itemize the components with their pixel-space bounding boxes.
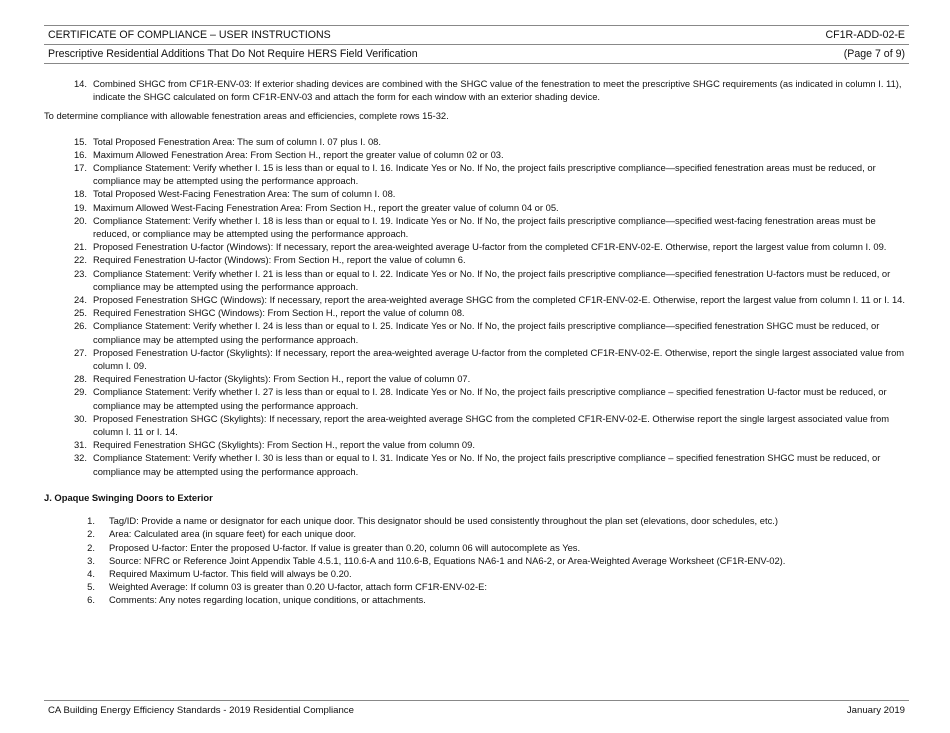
item-text: Weighted Average: If column 03 is greater than 0.20 U-factor, attach form CF1R-ENV-02-E: [109, 581, 487, 593]
item-text: Compliance Statement: Verify whether I. 24 is less than or equal to I. 25. Indicate Yes or No. If No, the project fails prescriptive compliance—specified fenestration SHGC must be reduced, or compliance may be attempted using the performance approach. [93, 320, 880, 345]
footer-date: January 2019 [846, 705, 905, 716]
item-text: Compliance Statement: Verify whether I. 30 is less than or equal to I. 31. Indicate Yes or No. If No, the project fails prescriptive compliance – specified fenestration SHGC must be reduced, or compliance may be attempted using the performance approach. [93, 452, 881, 477]
list-item [44, 148, 910, 161]
header-row-subtitle [44, 44, 909, 64]
section-j-heading: J. Opaque Swinging Doors to Exterior [44, 491, 213, 503]
item-text: Required Fenestration SHGC (Skylights): From Section H., report the value from column 09. [93, 439, 475, 451]
list-item [44, 346, 910, 372]
list-item [44, 580, 910, 593]
item-number: 2. [87, 541, 95, 553]
item-text: Compliance Statement: Verify whether I. 15 is less than or equal to I. 16. Indicate Yes or No. If No, the project fails prescriptive compliance—specified fenestration areas must be reduced, or compliance may be attempted using the performance approach. [93, 162, 876, 187]
list-item [44, 319, 910, 345]
list-item [44, 187, 910, 200]
item-number: 30. [73, 412, 87, 424]
rows-intro: To determine compliance with allowable fenestration areas and efficiencies, complete rows 15-32. [44, 110, 449, 122]
item-number: 20. [73, 214, 87, 226]
item-number: 31. [73, 439, 87, 451]
item-number: 32. [73, 452, 87, 464]
list-item [44, 293, 910, 306]
list-item [44, 554, 910, 567]
item-number: 2. [87, 528, 95, 540]
item-text: Total Proposed Fenestration Area: The sum of column I. 07 plus I. 08. [93, 135, 382, 147]
item-number: 17. [73, 162, 87, 174]
item-number: 22. [73, 254, 87, 266]
list-item [44, 240, 910, 253]
form-id: CF1R-ADD-02-E [825, 29, 905, 41]
item-number: 3. [87, 554, 95, 566]
list-item [44, 514, 910, 527]
item-number: 5. [87, 581, 95, 593]
item-number: 1. [87, 515, 95, 527]
item-text: Proposed Fenestration SHGC (Skylights): If necessary, report the area-weighted average SHGC from the completed CF1R-ENV-02-E. Otherwise report the single largest associated value from column I. 11 or I. 14. [93, 412, 890, 438]
list-item [44, 214, 910, 240]
item-number: 6. [87, 594, 95, 606]
item-number: 19. [73, 201, 87, 213]
item-text: Compliance Statement: Verify whether I. 27 is less than or equal to I. 28. Indicate Yes or No. If No, the project fails prescriptive compliance – specified fenestration U-factor must be reduced, or compliance may be attempted using the performance approach. [93, 386, 887, 411]
list-item [44, 253, 910, 266]
page-header [44, 25, 909, 64]
item-text: Maximum Allowed West-Facing Fenestration Area: From Section H., report the greater value of column 04 or 05. [93, 201, 559, 213]
list-item [44, 541, 910, 554]
list-item [44, 385, 910, 411]
form-subtitle: Prescriptive Residential Additions That Do Not Require HERS Field Verification [48, 48, 418, 60]
item-text: Comments: Any notes regarding location, unique conditions, or attachments. [109, 594, 426, 606]
item-number: 25. [73, 307, 87, 319]
item-number: 24. [73, 294, 87, 306]
item-text: Combined SHGC from CF1R-ENV-03: If exterior shading devices are combined with the SHGC value of the fenestration to meet the prescriptive SHGC requirements (as indicated in column I. 11), indicate the SHGC calculated on form CF1R-ENV-03 and attach the form for each window with an exterior shading device. [93, 78, 902, 103]
list-item [44, 372, 910, 385]
footer-standards: CA Building Energy Efficiency Standards - 2019 Residential Compliance [48, 705, 354, 716]
list-item [44, 527, 910, 540]
fenestration-items-list [44, 135, 910, 478]
instructions-body [44, 77, 910, 607]
item-number: 28. [73, 373, 87, 385]
item-text: Required Fenestration U-factor (Skylights): From Section H., report the value of column 07. [93, 373, 471, 385]
list-item [44, 267, 910, 293]
list-item [44, 77, 910, 103]
item-text: Proposed Fenestration SHGC (Windows): If necessary, report the area-weighted average SHGC from the completed CF1R-ENV-02-E. Otherwise, report the largest value from column I. 11 or I. 14. [93, 294, 905, 306]
door-items-list [44, 514, 910, 606]
item-number: 21. [73, 241, 87, 253]
list-item [44, 451, 910, 477]
item-text: Area: Calculated area (in square feet) for each unique door. [109, 528, 357, 540]
item-number: 15. [73, 135, 87, 147]
list-item [44, 412, 910, 438]
item-text: Source: NFRC or Reference Joint Appendix Table 4.5.1, 110.6-A and 110.6-B, Equations NA6-1 and NA6-2, or Area-Weighted Average Worksheet (CF1R-ENV-02). [109, 554, 786, 566]
item-number: 16. [73, 148, 87, 160]
list-item [44, 161, 910, 187]
form-title: CERTIFICATE OF COMPLIANCE – USER INSTRUCTIONS [48, 29, 331, 41]
item-text: Proposed Fenestration U-factor (Skylights): If necessary, report the area-weighted average U-factor from the completed CF1R-ENV-02-E. Otherwise, report the single largest associated value from column I. 09. [93, 346, 905, 372]
item-text: Required Fenestration SHGC (Windows): From Section H., report the value of column 08. [93, 307, 465, 319]
item-number: 27. [73, 346, 87, 358]
page-number: (Page 7 of 9) [843, 48, 905, 60]
item-14-list [44, 77, 910, 103]
list-item [44, 438, 910, 451]
item-text: Proposed Fenestration U-factor (Windows): If necessary, report the area-weighted average U-factor from the completed CF1R-ENV-02-E. Otherwise, report the largest value from column I. 09. [93, 241, 887, 253]
item-number: 29. [73, 386, 87, 398]
page-footer [44, 700, 909, 716]
item-text: Maximum Allowed Fenestration Area: From Section H., report the greater value of column 02 or 03. [93, 148, 504, 160]
item-text: Total Proposed West-Facing Fenestration Area: The sum of column I. 08. [93, 188, 396, 200]
list-item [44, 201, 910, 214]
item-number: 23. [73, 267, 87, 279]
item-text: Tag/ID: Provide a name or designator for each unique door. This designator should be used consistently throughout the plan set (elevations, door schedules, etc.) [109, 515, 778, 527]
list-item [44, 567, 910, 580]
item-number: 18. [73, 188, 87, 200]
item-text: Required Fenestration U-factor (Windows): From Section H., report the value of column 6. [93, 254, 466, 266]
item-text: Compliance Statement: Verify whether I. 18 is less than or equal to I. 19. Indicate Yes or No. If No, the project fails prescriptive compliance—specified west-facing fenestration areas must be reduced, or compliance may be attempted using the performance approach. [93, 214, 876, 240]
item-number: 4. [87, 567, 95, 579]
header-row-title [44, 25, 909, 44]
item-text: Compliance Statement: Verify whether I. 21 is less than or equal to I. 22. Indicate Yes or No. If No, the project fails prescriptive compliance—specified fenestration U-factors must be reduced, or compliance may be attempted using the performance approach. [93, 267, 891, 292]
list-item [44, 135, 910, 148]
item-number: 14. [73, 78, 87, 89]
item-text: Required Maximum U-factor. This field will always be 0.20. [109, 567, 352, 579]
item-text: Proposed U-factor: Enter the proposed U-factor. If value is greater than 0.20, column 06 will autocomplete as Yes. [109, 541, 581, 553]
item-number: 26. [73, 320, 87, 332]
list-item [44, 306, 910, 319]
list-item [44, 593, 910, 606]
